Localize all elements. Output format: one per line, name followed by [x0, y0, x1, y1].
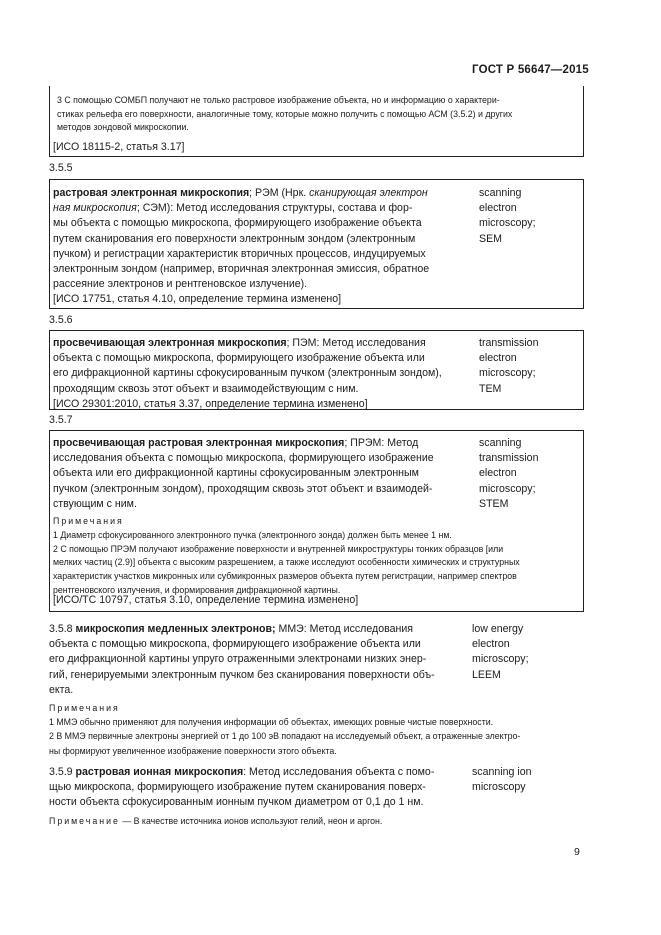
en-word: scanning ion: [472, 766, 532, 778]
term-text: ности объекта сфокусированным ионным пучком диаметром от 0,1 до 1 нм.: [49, 796, 424, 809]
term-text: объекта с помощью микроскопа, формирующего изображение объекта или: [49, 638, 421, 651]
term-box-3-5-5: [49, 179, 584, 309]
en-word: STEM: [479, 497, 509, 510]
term-box-3-5-6: [49, 330, 584, 410]
term-text: гий, генерируемыми электронным пучком без сканирования поверхности объ-: [49, 668, 435, 681]
note-line: 2 С помощью ПРЭМ получают изображение поверхности и внутренней микроструктуры тонких образцов [или: [53, 543, 504, 554]
en-word: electron: [479, 352, 517, 365]
term-text: ная микроскопия: [53, 202, 137, 215]
term-text: ; СЭМ): Метод исследования структуры, состава и фор-: [136, 202, 413, 215]
source-reference: [ИСО/ТС 10797, статья 3.10, определение термина изменено]: [53, 594, 359, 606]
term-text: пучком) и регистрации характеристик вторичных процессов, индуцируемых: [53, 247, 426, 260]
en-word: LEEM: [472, 668, 501, 681]
term-title: растровая ионная микроскопия: [75, 766, 244, 778]
term-text: пучком (электронным зондом), проходящим сквозь этот объект и взаимодей-: [53, 482, 433, 495]
note-line: мелких частиц (2.9)] объекта с высоким разрешением, а также исследуют особенности химических и структурных: [53, 557, 520, 568]
en-word: electron: [479, 202, 517, 215]
en-word: TEM: [479, 382, 502, 395]
note-line: рентгеновского излучения, и формирования дифракционной картины.: [53, 584, 341, 595]
term-text: проходящим сквозь этот объект и взаимодействующим с ним.: [53, 382, 359, 395]
en-word: electron: [479, 467, 517, 480]
term-text: : Метод исследования объекта с помо-: [243, 766, 435, 778]
en-word: transmission: [479, 337, 539, 349]
term-text: ММЭ: Метод исследования: [275, 623, 413, 635]
english-equivalent: [479, 336, 538, 397]
note-line: — В качестве источника ионов используют гелий, неон и аргон.: [119, 816, 383, 826]
term-title: просвечивающая электронная микроскопия: [53, 337, 287, 349]
term-number: 3.5.6: [49, 314, 73, 326]
term-title: просвечивающая растровая электронная микроскопия: [53, 437, 345, 449]
english-equivalent: [479, 436, 538, 512]
term-number: 3.5.5: [49, 162, 73, 174]
term-text: мы объекта с помощью микроскопа, формирующего изображение объекта: [53, 217, 422, 230]
standard-header: ГОСТ Р 56647—2015: [472, 64, 589, 76]
note-line: 1 Диаметр сфокусированного электронного пучка (электронного зонда) должен быть менее 1 нм.: [53, 529, 452, 540]
note-line: методов зондовой микроскопии.: [57, 122, 189, 133]
en-word: microscopy;: [479, 367, 536, 380]
note-line: характеристик участков микронных или субмикронных размеров объекта путем регистрации, например спектров: [53, 571, 517, 582]
term-text: его дифракционной картины сфокусированным пучком (электронным зондом),: [53, 367, 442, 380]
term-text: путем сканирования его поверхности электронным зондом (электронным: [53, 232, 416, 245]
term-text: ; РЭМ (Нрк.: [249, 187, 310, 199]
term-text: объекта с помощью микроскопа, формирующего изображение объекта или: [53, 352, 425, 365]
en-word: microscopy;: [479, 482, 536, 495]
prev-term-box: [49, 86, 584, 157]
english-equivalent: [472, 622, 529, 683]
en-word: microscopy: [472, 781, 526, 794]
en-word: microscopy;: [479, 217, 536, 230]
term-text: ; ПЭМ: Метод исследования: [286, 337, 426, 349]
en-word: scanning: [479, 187, 522, 199]
term-text: ; ПРЭМ: Метод: [344, 437, 419, 449]
term-title: растровая электронная микроскопия: [53, 187, 250, 199]
note-line: стиках рельефа его поверхности, аналогичные тому, которые можно получить с помощью АСМ (3.5.2) и других: [57, 108, 513, 119]
en-word: electron: [472, 638, 510, 651]
term-text: рассеяние электронов и рентгеновское излучение).: [53, 278, 308, 291]
source-reference: [ИСО 17751, статья 4.10, определение термина изменено]: [53, 293, 342, 306]
term-number: 3.5.8: [49, 623, 73, 635]
term-text: его дифракционной картины упруго отраженными электронами низких энер-: [49, 653, 427, 666]
source-reference: [ИСО 18115-2, статья 3.17]: [53, 141, 185, 153]
note-line: 3 С помощью СОМБП получают не только растровое изображение объекта, но и информацию о характери-: [57, 95, 500, 105]
english-equivalent: [479, 186, 536, 247]
notes-title: Примечания: [49, 703, 120, 713]
term-title: микроскопия медленных электронов;: [75, 623, 276, 635]
term-number: 3.5.7: [49, 414, 73, 426]
notes-title: Примечания: [53, 516, 124, 526]
term-number: 3.5.9: [49, 766, 73, 778]
note-title: Примечание: [49, 816, 120, 826]
note-line: ны формируют увеличенное изображение поверхности этого объекта.: [49, 745, 337, 756]
term-text: ствующим с ним.: [53, 497, 137, 510]
term-text: электронным зондом (например, вторичная электронная эмиссия, обратное: [53, 263, 430, 276]
en-word: low energy: [472, 623, 524, 635]
term-text: объекта или его дифракционной картины сфокусированным электронным: [53, 467, 419, 480]
note-line: 1 ММЭ обычно применяют для получения информации об объектах, имеющих ровные чистые поверхности.: [49, 717, 494, 728]
term-text: щью микроскопа, формирующего изображение путем сканирования поверх-: [49, 781, 426, 794]
term-text: екта.: [49, 683, 74, 696]
term-text: сканирующая электрон: [309, 187, 428, 199]
en-word: microscopy;: [472, 653, 529, 666]
term-box-3-5-7: [49, 430, 584, 612]
page-number: 9: [574, 846, 580, 858]
en-word: SEM: [479, 232, 502, 245]
en-word: scanning: [479, 437, 522, 449]
term-text: исследования объекта с помощью микроскопа, формирующего изображение: [53, 452, 434, 465]
source-reference: [ИСО 29301:2010, статья 3.37, определение термина изменено]: [53, 397, 368, 410]
en-word: transmission: [479, 452, 539, 465]
note-line: 2 В ММЭ первичные электроны энергией от 1 до 100 эВ попадают на исследуемый объект, а отраженные электро-: [49, 731, 521, 742]
english-equivalent: [472, 765, 532, 795]
